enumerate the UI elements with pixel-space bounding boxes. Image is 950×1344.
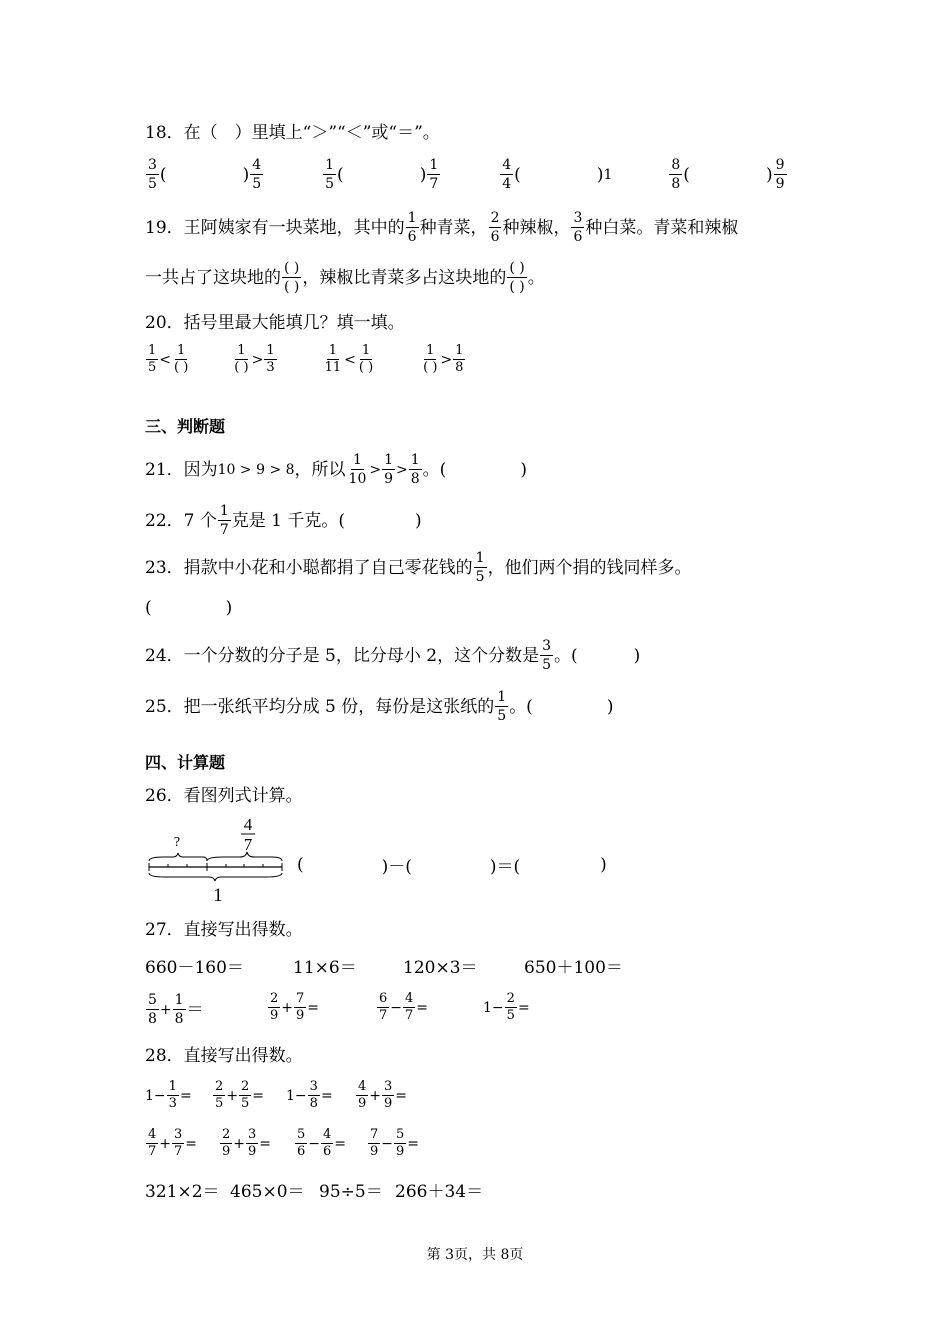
fraction: $\frac{3}{5}$: [148, 157, 157, 192]
whole-label: 1: [213, 885, 223, 906]
q20-row: $\frac{1}{5}$ < $\frac{1}{( )}$ $\frac{1}{( )}$ > $\frac{1}{3}$ $\frac{1}{11}$ < $\frac{1}{( )}$ $\frac{1}{( )}$ > $\frac{1}{8}$: [148, 343, 464, 375]
q25: 25．把一张纸平均分成 5 份，每份是这张纸的 $\frac{1}{5}$ 。( ): [145, 689, 614, 724]
fraction-blank[interactable]: $\frac{1}{( )}$: [234, 343, 249, 375]
fraction: $\frac{4}{4}$: [502, 157, 512, 192]
answer-blank[interactable]: $\frac{( )}{( )}$: [284, 260, 300, 295]
q22: 22．7 个 $\frac{1}{7}$ 克是 1 千克。( ): [145, 503, 422, 538]
segment-diagram: [145, 815, 290, 907]
q27-stem: 27．直接写出得数。: [145, 920, 303, 940]
fraction: $\frac{1}{8}$: [410, 452, 420, 487]
fraction: $\frac{1}{5}$: [148, 343, 157, 375]
fraction: $\frac{1}{3}$: [266, 343, 275, 375]
section-heading: 三、判断题: [145, 417, 226, 436]
q28-stem: 28．直接写出得数。: [145, 1046, 303, 1066]
fraction: $\frac{1}{8}$: [455, 343, 464, 375]
fraction: $\frac{3}{5}$: [542, 638, 551, 673]
fraction-blank[interactable]: $\frac{1}{( )}$: [358, 343, 374, 375]
fraction: $\frac{1}{5}$: [497, 689, 507, 724]
fraction: $\frac{1}{10}$: [348, 452, 367, 487]
q26-stem: 26．看图列式计算。: [145, 786, 303, 806]
fraction: $\frac{9}{9}$: [775, 157, 785, 192]
fraction: $\frac{2}{6}$: [490, 210, 500, 245]
fraction: $\frac{1}{6}$: [407, 210, 417, 245]
fraction: $\frac{1}{9}$: [384, 452, 394, 487]
answer-blank[interactable]: $\frac{( )}{( )}$: [509, 260, 525, 295]
fraction: $\frac{1}{5}$: [475, 550, 485, 585]
q26-answer-row: ( )－( )＝( ): [297, 854, 607, 877]
fraction-blank[interactable]: $\frac{1}{( )}$: [174, 343, 189, 375]
q21: 21．因为 10 > 9 > 8 ，所以 $\frac{1}{10}$ > $\frac{1}{9}$ > $\frac{1}{8}$ 。( ): [145, 452, 527, 487]
q24: 24．一个分数的分子是 5，比分母小 2，这个分数是 $\frac{3}{5}$ 。( ): [145, 638, 641, 673]
q18-row: $\frac{3}{5}$ ( ) $\frac{4}{5}$ $\frac{1}{5}$ ( ) $\frac{1}{7}$ $\frac{4}{4}$ ( ) 1 $\frac{8}{8}$ ( ) $\frac{9}{9}$: [148, 157, 785, 192]
q23-answer: ( ): [145, 598, 233, 618]
fraction: $\frac{1}{5}$: [325, 157, 335, 192]
fraction-denominator: 7: [243, 835, 253, 854]
section-heading: 四、计算题: [145, 753, 226, 772]
q20-stem: 20．括号里最大能填几？填一填。: [145, 313, 405, 333]
q23: 23．捐款中小花和小聪都捐了自己零花钱的 $\frac{1}{5}$ ，他们两个捐的钱同样多。: [145, 550, 692, 585]
unknown-label: ?: [173, 835, 181, 850]
fraction-numerator: 4: [243, 815, 253, 834]
fraction: $\frac{8}{8}$: [671, 157, 681, 192]
fraction: $\frac{3}{6}$: [573, 210, 583, 245]
q18-stem: 18．在（ ）里填上“＞”“＜”或“＝”。: [145, 123, 440, 143]
fraction: $\frac{1}{11}$: [324, 343, 342, 375]
q19-line1: 19．王阿姨家有一块菜地，其中的 $\frac{1}{6}$ 种青菜， $\frac{2}{6}$ 种辣椒， $\frac{3}{6}$ 种白菜。青菜和辣椒: [145, 210, 739, 245]
fraction: $\frac{4}{5}$: [252, 157, 262, 192]
q19-line2: 一共占了这块地的 $\frac{( )}{( )}$ ，辣椒比青菜多占这块地的 $\frac{( )}{( )}$ 。: [145, 260, 545, 295]
fraction-blank[interactable]: $\frac{1}{( )}$: [423, 343, 438, 375]
fraction: $\frac{1}{7}$: [429, 157, 439, 192]
page-footer: 第 3页，共 8页: [426, 1247, 524, 1263]
fraction: $\frac{1}{7}$: [219, 503, 229, 538]
